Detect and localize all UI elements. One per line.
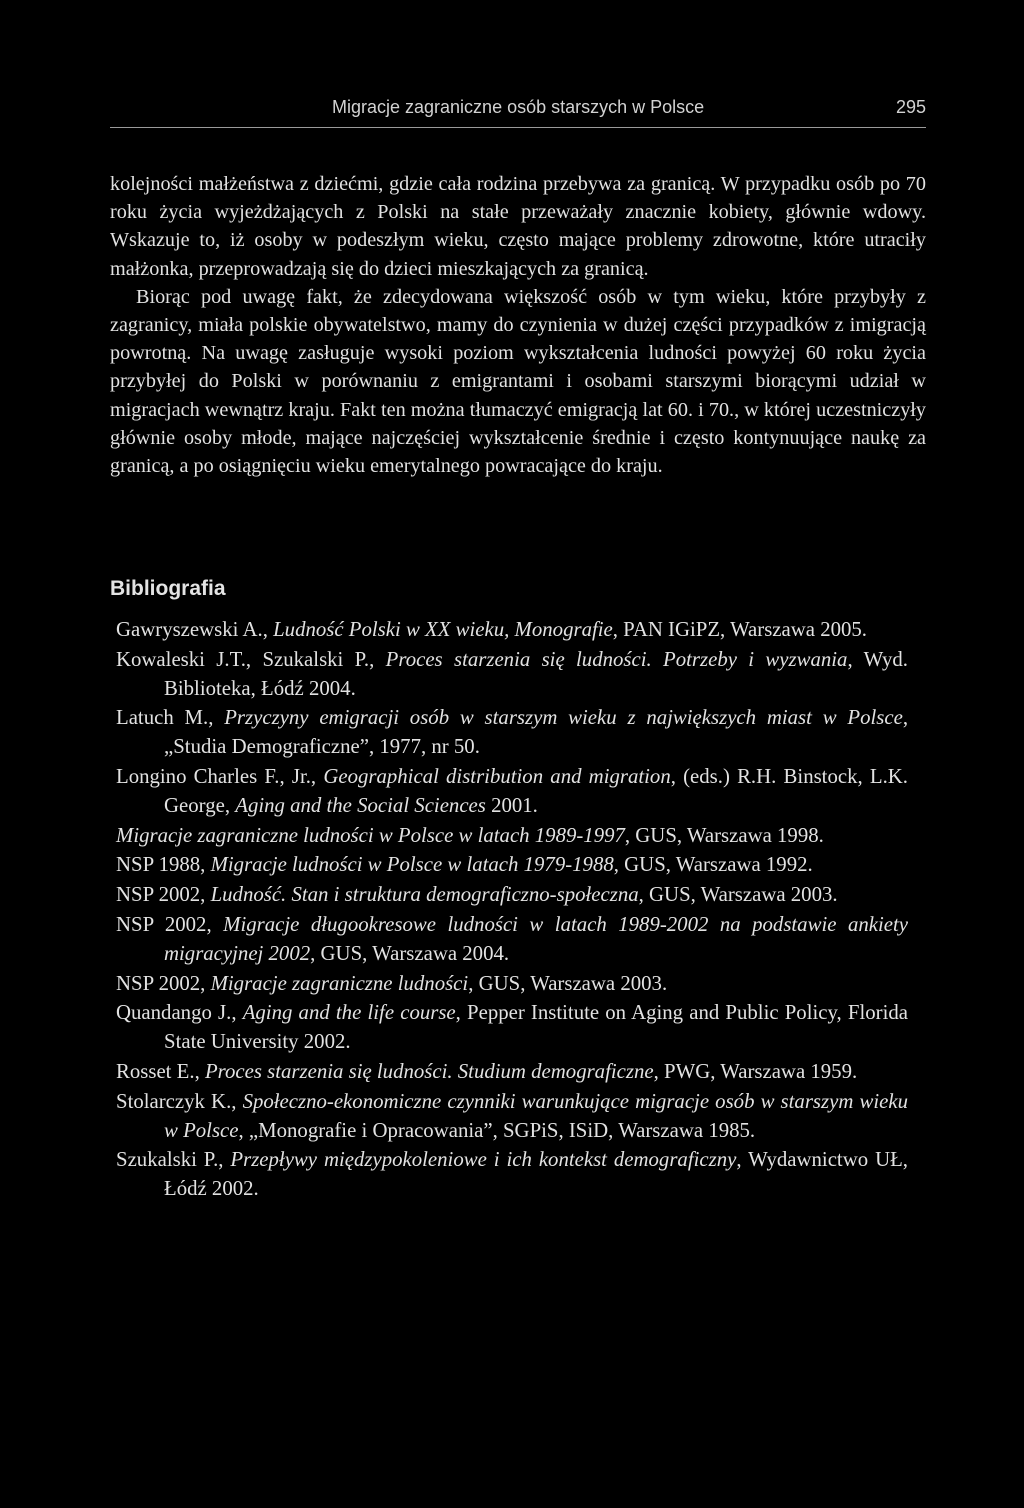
entry-title: Migracje zagraniczne ludności w Polsce w latach 1989-1997 xyxy=(116,823,625,847)
entry-publication: , „Monografie i Opracowania”, SGPiS, ISiD, Warszawa 1985. xyxy=(238,1118,756,1142)
entry-author: Latuch M., xyxy=(116,706,225,730)
entry-title: Migracje długookresowe ludności w latach 1989-2002 na podstawie ankiety migracyjnej 2002 xyxy=(164,912,908,965)
bibliography-entry xyxy=(116,1087,908,1145)
bibliography-list xyxy=(116,615,908,1204)
running-header xyxy=(110,97,926,127)
entry-publication: , GUS, Warszawa 2003. xyxy=(468,971,668,995)
bibliography-entry xyxy=(116,910,908,968)
paragraph: kolejności małżeństwa z dziećmi, gdzie cała rodzina przebywa za granicą. W przypadku osób po 70 roku życia wyjeżdżających z Polski na stałe przeważały znacznie kobiety, głównie wdowy. Wskazuje to, iż osoby w podeszłym wieku, często mające problemy zdrowotne, które utraciły małżonka, przeprowadzają się do dzieci mieszkających za granicą. xyxy=(110,173,926,280)
entry-author: Stolarczyk K., xyxy=(116,1089,243,1113)
header-rule xyxy=(110,127,926,128)
entry-publication: , (eds.) R.H. Binstock, L.K. George, xyxy=(164,765,908,818)
entry-author: Quandango J., xyxy=(116,1001,243,1025)
bibliography-entry xyxy=(116,1145,908,1203)
running-header-title: Migracje zagraniczne osób starszych w Polsce xyxy=(332,97,705,117)
entry-title: Ludność. Stan i struktura demograficzno-społeczna xyxy=(210,883,639,907)
entry-title: Geographical distribution and migration xyxy=(323,765,671,789)
paragraph: Biorąc pod uwagę fakt, że zdecydowana większość osób w tym wieku, które przybyły z zagranicy, miała polskie obywatelstwo, mamy do czynienia w dużej części przypadków z imigracją powrotną. Na uwagę zasługuje wysoki poziom wykształcenia ludności powyżej 60 roku życia przybyłej do Polski w porównaniu z emigrantami i osobami starszymi biorącymi udział w migracjach wewnątrz kraju. Fakt ten można tłumaczyć emigracją lat 60. i 70., w której uczestniczyły głównie osoby młode, mające najczęściej wykształcenie średnie i często kontynuujące naukę za granicą, a po osiągnięciu wieku emerytalnego powracające do kraju. xyxy=(110,285,926,478)
entry-author: Kowaleski J.T., Szukalski P., xyxy=(116,647,386,671)
entry-author: NSP 2002, xyxy=(116,912,224,936)
entry-title: Migracje ludności w Polsce w latach 1979-1988 xyxy=(210,853,614,877)
entry-publication: , PAN IGiPZ, Warszawa 2005. xyxy=(612,618,867,641)
entry-title: Ludność Polski w XX wieku, Monografie xyxy=(273,618,613,641)
entry-publication: , Wydawnictwo UŁ, Łódź 2002. xyxy=(164,1148,908,1201)
bibliography-entry xyxy=(116,850,908,879)
bibliography-entry xyxy=(116,969,908,998)
entry-publication: , Pepper Institute on Aging and Public Policy, Florida State University 2002. xyxy=(164,1001,908,1054)
bibliography-entry xyxy=(116,703,908,761)
bibliography-heading: Bibliografia xyxy=(110,577,226,600)
entry-title: Przyczyny emigracji osób w starszym wieku z największych miast w Polsce xyxy=(224,706,903,730)
entry-year: 2001. xyxy=(485,794,538,818)
entry-title: Proces starzenia się ludności. Potrzeby i wyzwania xyxy=(385,647,848,671)
bibliography-entry xyxy=(116,1057,908,1086)
bibliography-entry xyxy=(116,762,908,820)
entry-publication: , GUS, Warszawa 1998. xyxy=(624,823,824,847)
entry-author: Longino Charles F., Jr., xyxy=(116,765,324,789)
entry-author: NSP 2002, xyxy=(116,883,211,907)
entry-title: Przepływy międzypokoleniowe i ich kontekst demograficzny xyxy=(230,1148,737,1172)
entry-title: Społeczno-ekonomiczne czynniki warunkujące migracje osób w starszym wieku w Polsce xyxy=(164,1089,908,1142)
entry-book-title: Aging and the Social Sciences xyxy=(235,794,486,818)
bibliography-entry xyxy=(116,821,908,850)
bibliography-entry xyxy=(116,615,908,644)
entry-title: Proces starzenia się ludności. Studium demograficzne xyxy=(204,1059,654,1083)
entry-publication: , GUS, Warszawa 2004. xyxy=(310,941,510,965)
entry-publication: , GUS, Warszawa 2003. xyxy=(638,883,838,907)
entry-title: Aging and the life course xyxy=(242,1001,456,1025)
body-text xyxy=(110,170,926,480)
entry-publication: , PWG, Warszawa 1959. xyxy=(653,1059,858,1083)
bibliography-entry xyxy=(116,645,908,703)
entry-author: Rosset E., xyxy=(116,1059,205,1083)
entry-author: NSP 2002, xyxy=(116,971,211,995)
entry-author: Szukalski P., xyxy=(116,1148,231,1172)
entry-author: Gawryszewski A., xyxy=(116,618,274,641)
entry-title: Migracje zagraniczne ludności xyxy=(210,971,469,995)
bibliography-entry xyxy=(116,998,908,1056)
entry-author: NSP 1988, xyxy=(116,853,211,877)
entry-publication: , GUS, Warszawa 1992. xyxy=(613,853,813,877)
entry-publication: , „Studia Demograficzne”, 1977, nr 50. xyxy=(164,706,909,759)
page-number: 295 xyxy=(895,97,926,117)
entry-publication: , Wyd. Biblioteka, Łódź 2004. xyxy=(164,647,908,700)
bibliography-entry xyxy=(116,880,908,909)
